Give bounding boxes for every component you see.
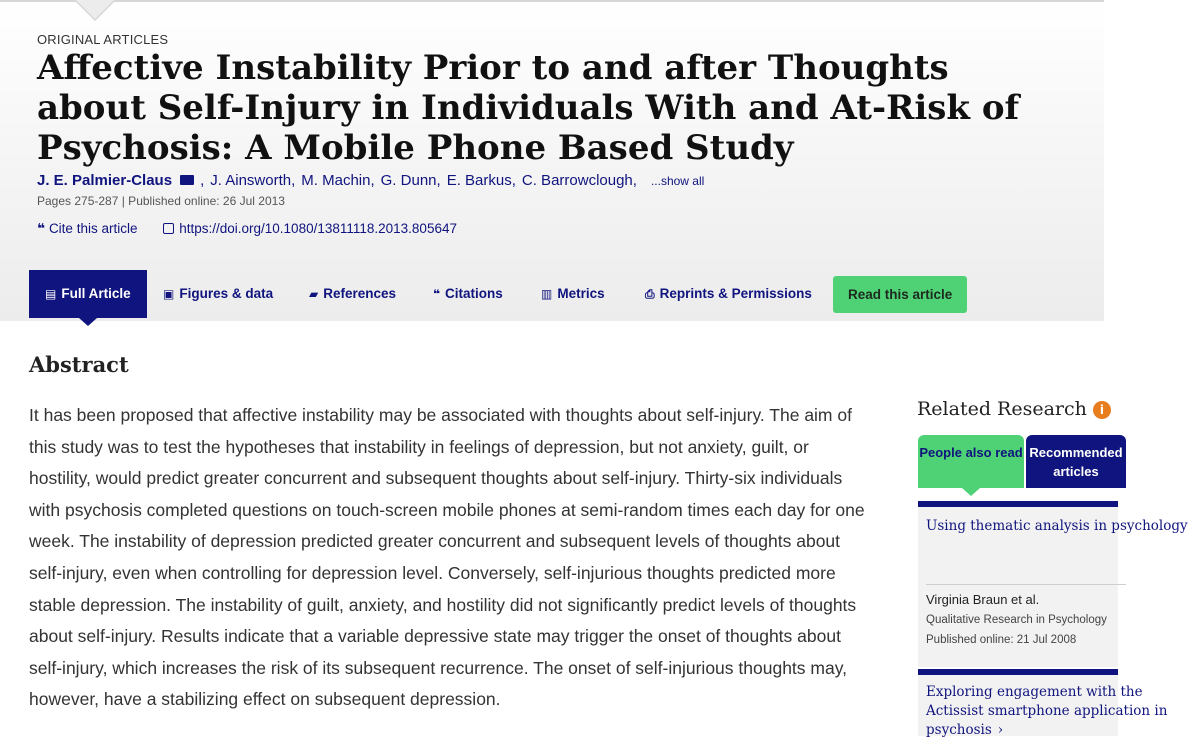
related-card[interactable] [918,675,1168,738]
related-journal: Qualitative Research in Psychology [926,614,1107,626]
author-link[interactable]: J. E. Palmier-Claus [37,172,173,189]
section-label: ORIGINAL ARTICLES [37,32,169,47]
related-date: Published online: 21 Jul 2008 [926,634,1077,646]
info-icon[interactable]: i [1093,401,1111,419]
tab-reprints-permissions[interactable]: ⎙ Reprints & Permissions [645,286,812,301]
chevron-right-icon: › [997,722,1004,738]
external-link-icon [163,223,174,234]
top-border [0,0,1104,2]
author-link[interactable]: G. Dunn [380,172,437,189]
author-list: J. E. Palmier-Claus , J. Ainsworth, M. Machin, G. Dunn, E. Barkus, C. Barrowclough, ...show all [37,172,705,189]
related-card[interactable] [918,507,1188,667]
image-icon: ▣ [163,287,175,301]
abstract-heading: Abstract [29,352,129,377]
related-author: Virginia Braun et al. [926,592,1040,607]
tab-figures-data[interactable]: ▣ Figures & data [163,286,274,301]
author-link[interactable]: C. Barrowclough [521,172,633,189]
article-tabs [29,270,1029,320]
tab-metrics[interactable]: ▥ Metrics [541,286,605,301]
tab-people-also-read[interactable]: People also read [918,435,1024,488]
abstract-text: It has been proposed that affective instability may be associated with thoughts about self-injury. The aim of this study was to test the hypotheses that instability in feelings of depression, but not anxiety, guilt, or hostility, would predict greater concurrent and subsequent thoughts about self-injury. Thirty-six individuals with psychosis completed questions on touch-screen mobile phones at semi-random times each day for one week. The instability of depression predicted greater concurrent and subsequent levels of thoughts about self-injury, even when controlling for depression level. Conversely, self-injurious thoughts predicted more stable depression. The instability of guilt, anxiety, and hostility did not significantly predict levels of thoughts about self-injury. Results indicate that a variable depressive state may trigger the onset of thoughts about self-injury, which increases the risk of its subsequent recurrence. The onset of self-injurious thoughts may, however, have a stabilizing effect on subsequent depression. [29,405,865,710]
read-article-button[interactable]: Read this article [833,276,967,313]
related-title-link[interactable]: Using thematic analysis in psychology [926,518,1188,534]
book-icon: ▰ [309,287,319,301]
article-title: Affective Instability Prior to and after Thoughts about Self-Injury in Individuals With and At-Risk of Psychosis: A Mobile Phone Based Study [37,48,1020,168]
tab-citations[interactable]: ❝ Citations [433,286,503,301]
bar-chart-icon: ▥ [541,287,553,301]
related-title-link[interactable]: Exploring engagement with the Actissist smartphone application in psychosis › [926,684,1168,738]
author-link[interactable]: E. Barkus [446,172,512,189]
quote-icon: ❝ [433,287,441,301]
quote-icon: ❝ [37,221,45,236]
envelope-icon[interactable] [180,175,194,185]
citation-row [37,221,457,237]
tab-recommended-articles[interactable]: Recommended articles [1026,435,1126,488]
related-research-heading: Related Research i [917,398,1111,420]
show-all-authors-link[interactable]: ...show all [650,174,705,188]
tab-full-article[interactable]: ▤ Full Article [29,270,147,318]
author-link[interactable]: J. Ainsworth [210,172,292,189]
cite-article-link[interactable]: ❝ Cite this article [37,221,138,236]
article-meta: Pages 275-287 | Published online: 26 Jul 2013 [37,194,285,208]
author-link[interactable]: M. Machin [301,172,371,189]
doi-link[interactable]: https://doi.org/10.1080/13811118.2013.805647 [163,221,457,236]
printer-icon: ⎙ [645,287,655,301]
document-icon: ▤ [45,287,57,301]
tab-references[interactable]: ▰ References [309,286,397,301]
